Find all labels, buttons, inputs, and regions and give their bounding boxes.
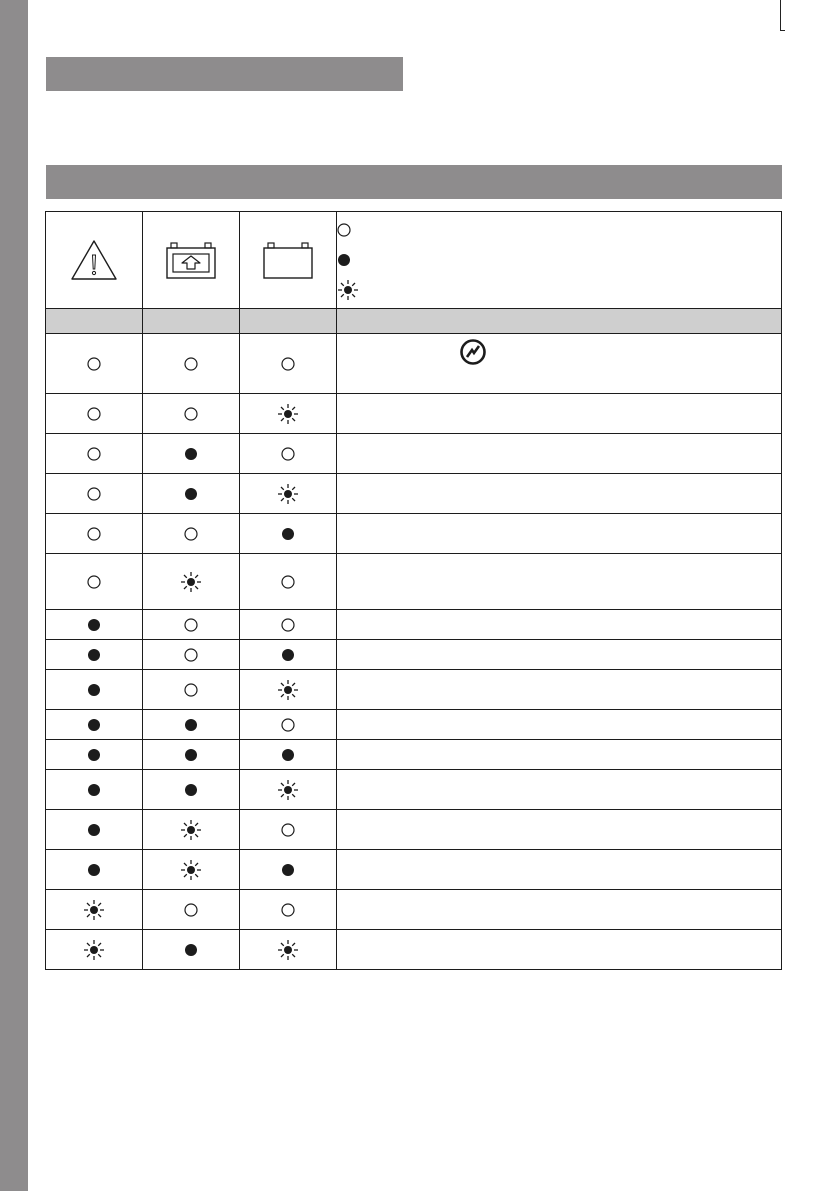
- led-flashing-icon: [337, 279, 359, 301]
- state-description-cell: [337, 670, 782, 710]
- state-description-cell: [337, 640, 782, 670]
- led-on-icon: [184, 783, 198, 797]
- charging-led-cell: [143, 434, 240, 474]
- led-off-icon: [281, 618, 295, 632]
- battery-led-cell: [240, 610, 337, 640]
- charging-led-cell: [143, 670, 240, 710]
- crop-mark: [780, 0, 781, 30]
- state-description-cell: [337, 930, 782, 970]
- battery-led-cell: [240, 434, 337, 474]
- led-flashing-icon: [180, 819, 202, 841]
- state-description-cell: [337, 890, 782, 930]
- led-off-icon: [87, 447, 101, 461]
- state-description-cell: [337, 334, 782, 394]
- charging-led-cell: [143, 554, 240, 610]
- fault-led-cell: [46, 640, 143, 670]
- led-off-icon: [87, 575, 101, 589]
- led-flashing-icon: [277, 483, 299, 505]
- led-state-row: [46, 610, 782, 640]
- led-off-icon: [87, 357, 101, 371]
- battery-led-cell: [240, 514, 337, 554]
- charging-led-cell: [143, 334, 240, 394]
- led-on-icon: [87, 823, 101, 837]
- battery-led-cell: [240, 740, 337, 770]
- battery-led-cell: [240, 394, 337, 434]
- led-off-icon: [281, 718, 295, 732]
- battery-led-cell: [240, 554, 337, 610]
- warning-triangle-icon: [69, 238, 119, 282]
- battery-led-cell: [240, 334, 337, 394]
- led-on-icon: [87, 783, 101, 797]
- led-off-icon: [87, 407, 101, 421]
- crop-mark: [780, 30, 785, 31]
- fault-led-cell: [46, 514, 143, 554]
- fault-column-header: [46, 212, 143, 309]
- led-state-row: [46, 930, 782, 970]
- battery-led-cell: [240, 770, 337, 810]
- fault-led-cell: [46, 474, 143, 514]
- battery-led-cell: [240, 930, 337, 970]
- led-off-icon: [184, 407, 198, 421]
- fault-led-cell: [46, 890, 143, 930]
- column-label: [240, 309, 337, 334]
- led-off-icon: [184, 903, 198, 917]
- led-off-icon: [337, 223, 351, 237]
- legend-cell: [337, 212, 782, 309]
- column-label: [143, 309, 240, 334]
- battery-led-cell: [240, 810, 337, 850]
- led-flashing-icon: [277, 403, 299, 425]
- charging-led-cell: [143, 474, 240, 514]
- led-on-icon: [281, 863, 295, 877]
- battery-column-header: [240, 212, 337, 309]
- state-description-cell: [337, 770, 782, 810]
- led-state-row: [46, 394, 782, 434]
- led-on-icon: [184, 718, 198, 732]
- led-state-row: [46, 710, 782, 740]
- led-on-icon: [281, 748, 295, 762]
- power-symbol-icon: [459, 338, 487, 369]
- led-off-icon: [184, 648, 198, 662]
- fault-led-cell: [46, 810, 143, 850]
- led-state-row: [46, 850, 782, 890]
- led-state-row: [46, 640, 782, 670]
- fault-led-cell: [46, 850, 143, 890]
- fault-led-cell: [46, 670, 143, 710]
- led-off-icon: [87, 487, 101, 501]
- charging-led-cell: [143, 514, 240, 554]
- legend-off: [337, 215, 781, 245]
- table-heading-bar: [46, 165, 782, 199]
- battery-led-cell: [240, 890, 337, 930]
- charging-led-cell: [143, 394, 240, 434]
- icon-header-row: [46, 212, 782, 309]
- charging-led-cell: [143, 850, 240, 890]
- state-description-cell: [337, 394, 782, 434]
- column-label-row: [46, 309, 782, 334]
- led-state-row: [46, 670, 782, 710]
- state-description-cell: [337, 740, 782, 770]
- led-off-icon: [184, 357, 198, 371]
- fault-led-cell: [46, 554, 143, 610]
- fault-led-cell: [46, 434, 143, 474]
- led-flashing-icon: [277, 939, 299, 961]
- led-off-icon: [281, 903, 295, 917]
- led-on-icon: [87, 718, 101, 732]
- led-flashing-icon: [83, 899, 105, 921]
- state-description-cell: [337, 610, 782, 640]
- led-status-table: [45, 211, 782, 970]
- fault-led-cell: [46, 930, 143, 970]
- fault-led-cell: [46, 770, 143, 810]
- led-on-icon: [87, 648, 101, 662]
- charging-led-cell: [143, 640, 240, 670]
- fault-led-cell: [46, 710, 143, 740]
- led-flashing-icon: [277, 779, 299, 801]
- battery-led-cell: [240, 474, 337, 514]
- charging-led-cell: [143, 610, 240, 640]
- led-state-row: [46, 334, 782, 394]
- led-on-icon: [184, 447, 198, 461]
- fault-led-cell: [46, 610, 143, 640]
- led-on-icon: [87, 683, 101, 697]
- led-off-icon: [184, 683, 198, 697]
- led-off-icon: [281, 357, 295, 371]
- led-on-icon: [184, 487, 198, 501]
- led-on-icon: [87, 618, 101, 632]
- led-on-icon: [281, 527, 295, 541]
- charging-led-cell: [143, 810, 240, 850]
- charging-led-cell: [143, 930, 240, 970]
- state-description-cell: [337, 710, 782, 740]
- battery-led-cell: [240, 710, 337, 740]
- battery-led-cell: [240, 640, 337, 670]
- section-heading-bar: [46, 57, 403, 91]
- state-description-cell: [337, 474, 782, 514]
- led-state-row: [46, 810, 782, 850]
- battery-led-cell: [240, 850, 337, 890]
- led-on-icon: [184, 748, 198, 762]
- led-state-row: [46, 554, 782, 610]
- led-state-row: [46, 474, 782, 514]
- led-flashing-icon: [180, 571, 202, 593]
- led-off-icon: [281, 447, 295, 461]
- led-flashing-icon: [180, 859, 202, 881]
- led-off-icon: [87, 527, 101, 541]
- state-description-cell: [337, 434, 782, 474]
- charging-led-cell: [143, 770, 240, 810]
- fault-led-cell: [46, 394, 143, 434]
- led-state-row: [46, 770, 782, 810]
- state-description-cell: [337, 554, 782, 610]
- led-state-row: [46, 514, 782, 554]
- led-on-icon: [184, 943, 198, 957]
- fault-led-cell: [46, 740, 143, 770]
- led-flashing-icon: [83, 939, 105, 961]
- led-on-icon: [87, 748, 101, 762]
- led-flashing-icon: [277, 679, 299, 701]
- led-on-icon: [87, 863, 101, 877]
- charging-led-cell: [143, 890, 240, 930]
- column-label: [337, 309, 782, 334]
- led-off-icon: [184, 618, 198, 632]
- battery-led-cell: [240, 670, 337, 710]
- led-off-icon: [281, 575, 295, 589]
- charging-column-header: [143, 212, 240, 309]
- led-state-row: [46, 434, 782, 474]
- led-state-row: [46, 740, 782, 770]
- led-on-icon: [281, 648, 295, 662]
- side-tab-strip: [0, 0, 28, 1191]
- charging-led-cell: [143, 710, 240, 740]
- battery-charging-icon: [165, 240, 217, 280]
- led-state-row: [46, 890, 782, 930]
- charging-led-cell: [143, 740, 240, 770]
- state-description-cell: [337, 850, 782, 890]
- led-off-icon: [281, 823, 295, 837]
- column-label: [46, 309, 143, 334]
- fault-led-cell: [46, 334, 143, 394]
- state-description-cell: [337, 514, 782, 554]
- battery-icon: [262, 240, 314, 280]
- legend-on: [337, 245, 781, 275]
- legend-flashing: [337, 275, 781, 305]
- state-description-cell: [337, 810, 782, 850]
- led-on-icon: [337, 253, 351, 267]
- led-off-icon: [184, 527, 198, 541]
